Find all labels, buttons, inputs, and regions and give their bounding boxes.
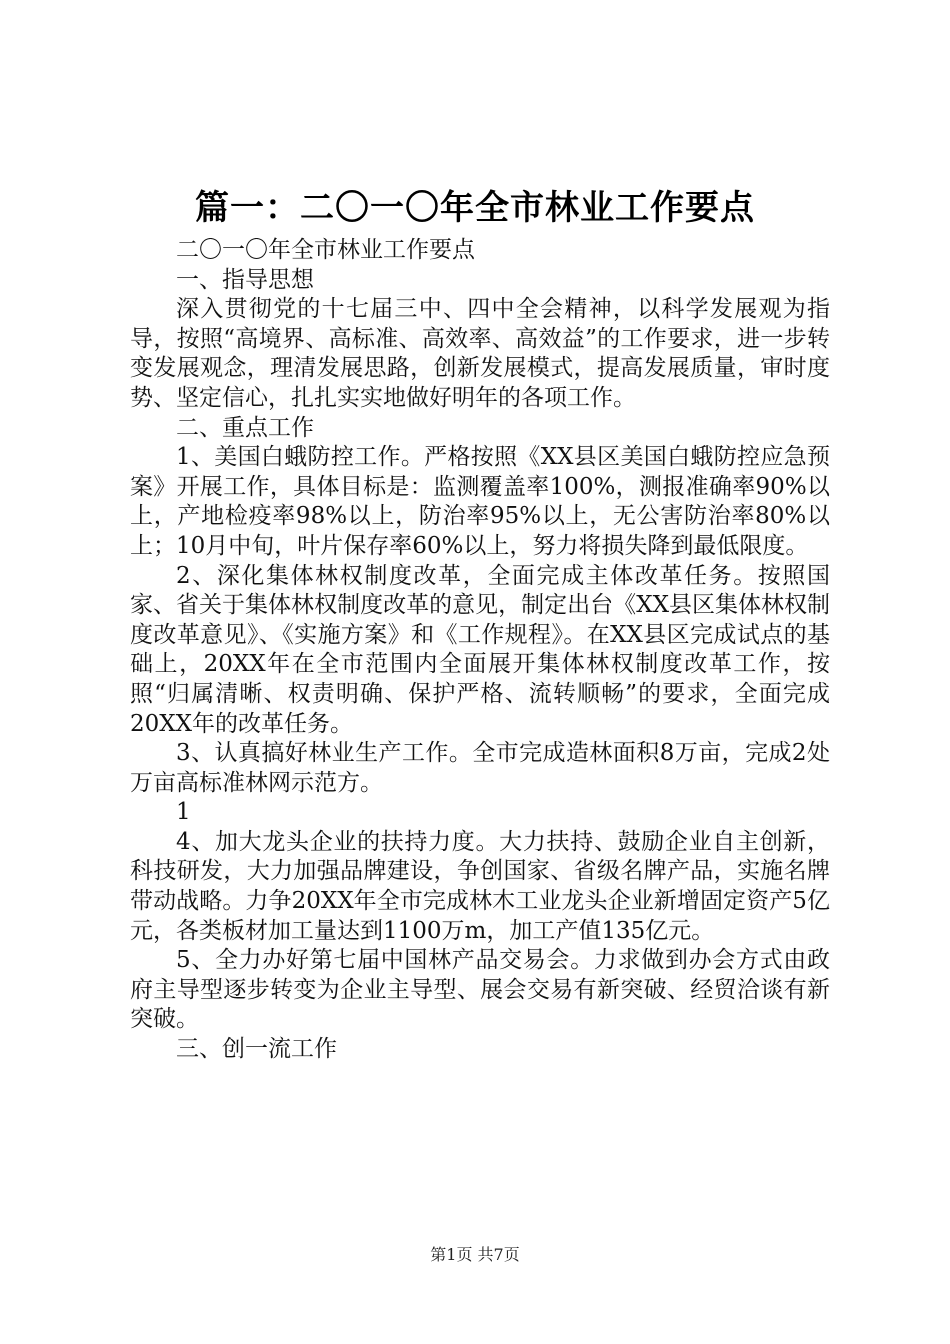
- document-title: 篇一：二〇一〇年全市林业工作要点: [195, 188, 755, 228]
- section-heading-first-class-work: 三、创一流工作: [176, 1036, 337, 1063]
- stray-number: 1: [176, 799, 191, 826]
- paragraph-guiding-thought: 深入贯彻党的十七届三中、四中全会精神，以科学发展观为指导，按照“高境界、高标准、高效率、高效益”的工作要求，进一步转变发展观念，理清发展思路，创新发展模式，提高发展质量，审时度势、坚定信心，扎扎实实地做好明年的各项工作。: [130, 296, 830, 411]
- section-heading-guiding-thought: 一、指导思想: [176, 266, 314, 293]
- paragraph-item-4: 4、加大龙头企业的扶持力度。大力扶持、鼓励企业自主创新，科技研发，大力加强品牌建设，争创国家、省级名牌产品，实施名牌带动战略。力争20XX年全市完成林木工业龙头企业新增固定资产5亿元，各类板材加工量达到1100万m，加工产值135亿元。: [130, 828, 830, 944]
- document-body: [130, 236, 830, 1065]
- section-heading-key-work: 二、重点工作: [176, 414, 314, 441]
- paragraph-item-5: 5、全力办好第七届中国林产品交易会。力求做到办会方式由政府主导型逐步转变为企业主导型、展会交易有新突破、经贸洽谈有新突破。: [130, 947, 830, 1033]
- page-footer: 第1页 共7页: [430, 1245, 520, 1264]
- subtitle-line: 二〇一〇年全市林业工作要点: [176, 237, 475, 263]
- paragraph-item-1: 1、美国白蛾防控工作。严格按照《XX县区美国白蛾防控应急预案》开展工作，具体目标是：监测覆盖率100%，测报准确率90%以上，产地检疫率98%以上，防治率95%以上，无公害防治率80%以上；10月中旬，叶片保存率60%以上，努力将损失降到最低限度。: [130, 444, 830, 559]
- paragraph-item-3: 3、认真搞好林业生产工作。全市完成造林面积8万亩，完成2处万亩高标准林网示范方。: [130, 740, 830, 796]
- paragraph-item-2: 2、深化集体林权制度改革，全面完成主体改革任务。按照国家、省关于集体林权制度改革的意见，制定出台《XX县区集体林权制度改革意见》、《实施方案》和《工作规程》。在XX县区完成试点的基础上，20XX年在全市范围内全面展开集体林权制度改革工作，按照“归属清晰、权责明确、保护严格、流转顺畅”的要求，全面完成20XX年的改革任务。: [130, 562, 830, 737]
